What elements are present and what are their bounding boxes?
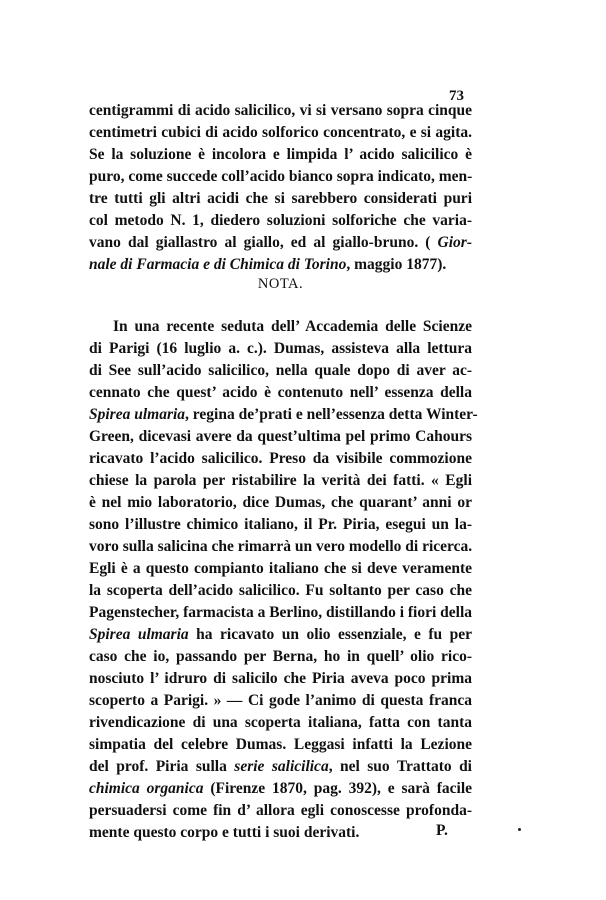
text-line: chimica organica (Firenze 1870, pag. 392), e sarà facile	[89, 780, 473, 797]
text-line: sono l’illustre chimico italiano, il Pr. Piria, esegui un la-	[89, 516, 472, 533]
text-line: mente questo corpo e tutti i suoi derivati.	[89, 824, 360, 841]
text-line: scoperto a Parigi. » — Ci gode l’animo di questa franca	[89, 692, 472, 709]
text-line: col metodo N. 1, diedero soluzioni solforiche che varia-	[89, 212, 472, 229]
text-line: caso che io, passando per Berna, ho in quell’ olio rico-	[89, 648, 472, 665]
text-line: nale di Farmacia e di Chimica di Torino, maggio 1877).	[89, 256, 447, 273]
text-line: chiese la parola per ristabilire la verità dei fatti. « Egli	[89, 472, 472, 489]
text-line: vano dal giallastro al giallo, ed al giallo-bruno. ( Gior-	[89, 234, 472, 251]
section-heading: NOTA.	[257, 276, 304, 292]
text-line: rivendicazione di una scoperta italiana, fatta con tanta	[89, 714, 472, 731]
text-line: persuadersi come fin d’ allora egli conoscesse profonda-	[89, 802, 472, 819]
text-line: Egli è a questo compianto italiano che si deve veramente	[89, 560, 472, 577]
text-line: In una recente seduta dell’ Accademia delle Scienze	[113, 318, 472, 335]
text-line: la scoperta dell’acido salicilico. Fu soltanto per caso che	[89, 582, 472, 599]
text-line: Se la soluzione è incolora e limpida l’ acido salicilico è	[89, 146, 472, 163]
text-line: cennato che quest’ acido è contenuto nell’ essenza della	[89, 384, 472, 401]
text-line: Green, dicevasi avere da quest’ultima pel primo Cahours	[89, 428, 472, 445]
signature: P.	[436, 822, 448, 839]
text-line: Spirea ulmaria, regina de’prati e nell’essenza detta Winter-	[89, 406, 478, 423]
text-line: nosciuto l’ idruro di salicilo che Piria aveva poco prima	[89, 670, 472, 687]
text-line: centigrammi di acido salicilico, vi si versano sopra cinque	[89, 102, 472, 119]
text-line: puro, come succede coll’acido bianco sopra indicato, men-	[89, 168, 473, 185]
text-line: di Parigi (16 luglio a. c.). Dumas, assisteva alla lettura	[89, 340, 472, 357]
text-line: simpatia del celebre Dumas. Leggasi infatti la Lezione	[89, 736, 472, 753]
text-line: centimetri cubici di acido solforico concentrato, e si agita.	[89, 124, 472, 141]
text-line: voro sulla salicina che rimarrà un vero modello di ricerca.	[89, 538, 473, 555]
ink-speck	[518, 828, 521, 831]
text-line: di See sull’acido salicilico, nella quale dopo di aver ac-	[89, 362, 472, 379]
text-line: del prof. Piria sulla serie salicilica, nel suo Trattato di	[89, 758, 472, 775]
text-line: ricavato l’acido salicilico. Preso da visibile commozione	[89, 450, 472, 467]
text-line: Pagenstecher, farmacista a Berlino, distillando i fiori della	[89, 604, 473, 621]
text-line: tre tutti gli altri acidi che si sarebbero considerati puri	[89, 190, 472, 207]
text-line: Spirea ulmaria ha ricavato un olio essenziale, e fu per	[89, 626, 472, 643]
text-line: è nel mio laboratorio, dice Dumas, che quarant’ anni or	[89, 494, 472, 511]
page-number: 73	[449, 88, 464, 104]
